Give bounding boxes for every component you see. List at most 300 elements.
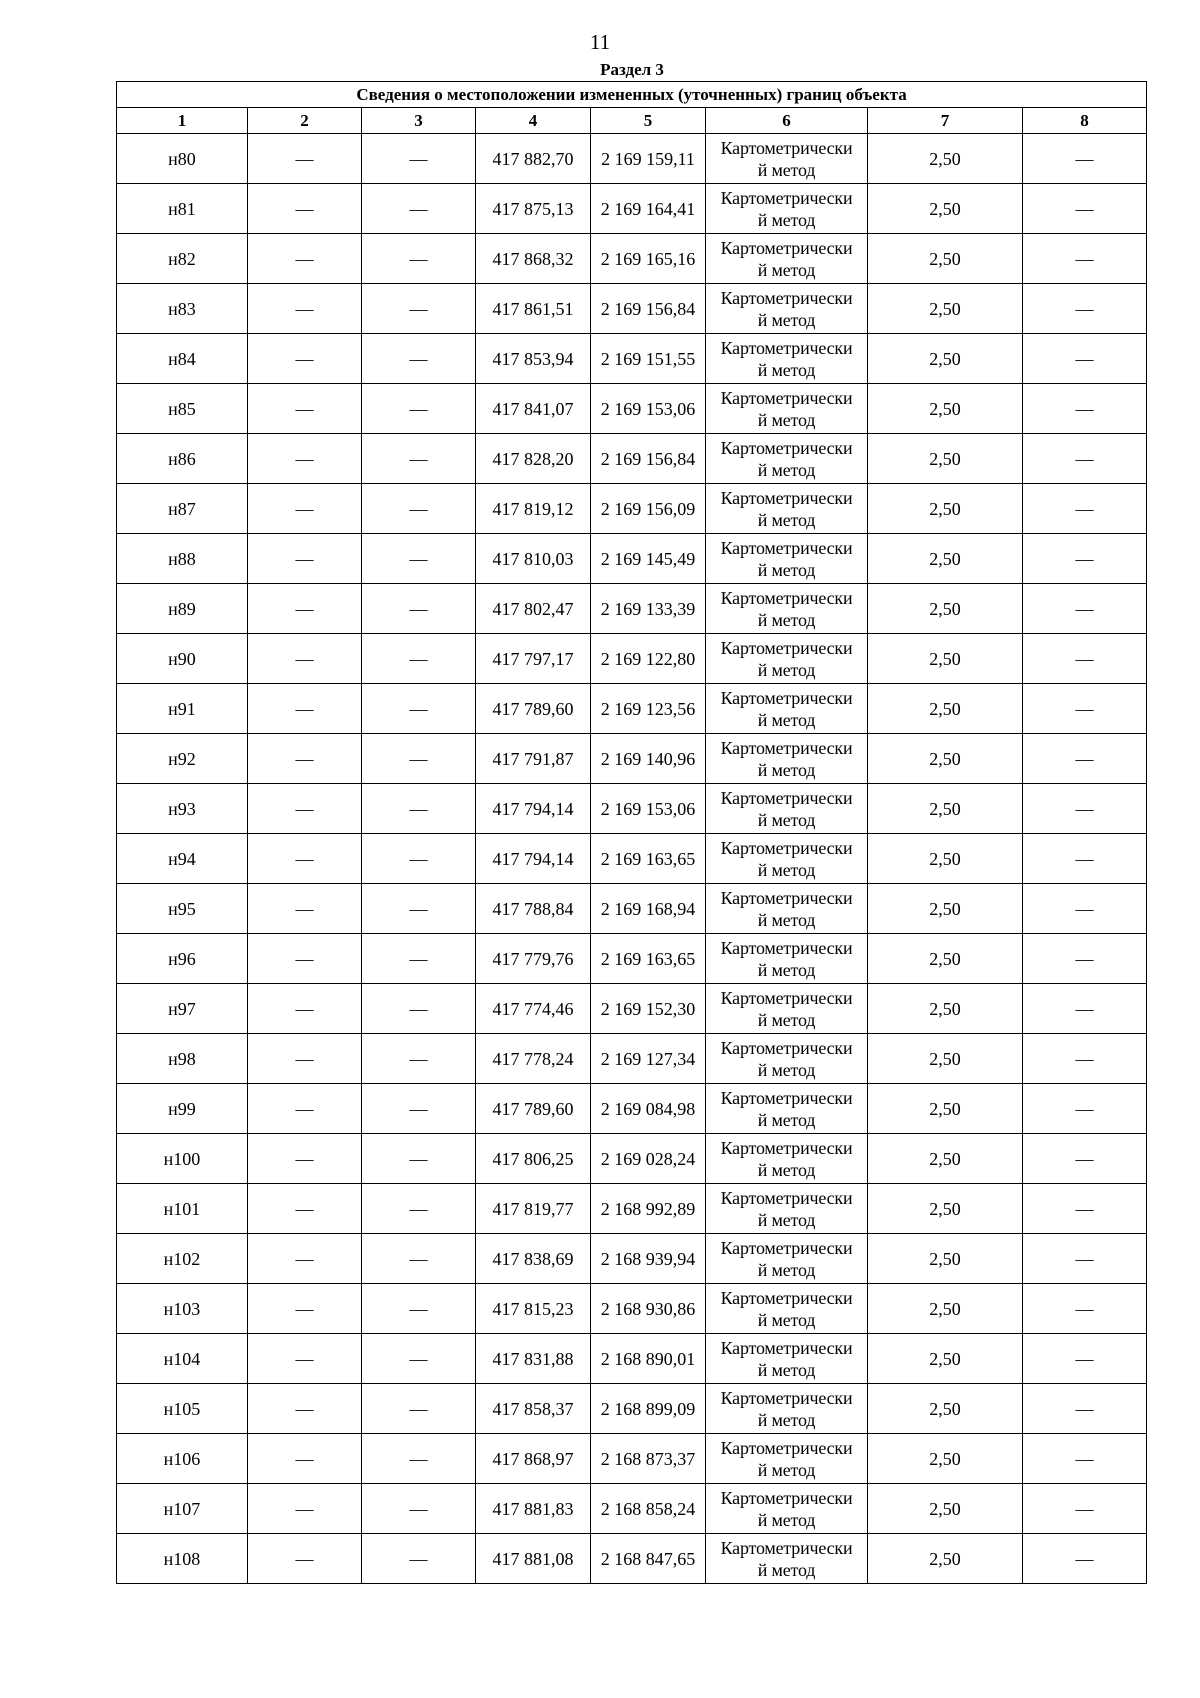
y-coordinate-cell: 2 169 163,65 [591,834,706,884]
method-cell [706,534,868,584]
point-number-cell: н107 [117,1484,248,1534]
column-8-cell: — [1023,634,1147,684]
table-row [117,734,1147,784]
column-3-cell: — [362,1184,476,1234]
method-cell [706,484,868,534]
point-number-cell: н100 [117,1134,248,1184]
accuracy-cell: 2,50 [868,1384,1023,1434]
method-line-1: Картометрически [720,1287,853,1308]
column-2-cell: — [248,234,362,284]
method-cell [706,334,868,384]
table-row [117,284,1147,334]
column-number: 8 [1023,108,1147,134]
method-cell [706,1034,868,1084]
y-coordinate-cell: 2 169 165,16 [591,234,706,284]
method-cell [706,1284,868,1334]
method-line-1: Картометрически [720,1487,853,1508]
point-number-cell: н90 [117,634,248,684]
column-8-cell: — [1023,834,1147,884]
method-cell [706,684,868,734]
method-line-1: Картометрически [720,1237,853,1258]
method-line-2: й метод [757,309,816,330]
column-2-cell: — [248,1484,362,1534]
column-3-cell: — [362,1084,476,1134]
column-2-cell: — [248,834,362,884]
column-2-cell: — [248,934,362,984]
method-line-1: Картометрически [720,687,853,708]
column-2-cell: — [248,1384,362,1434]
method-cell [706,234,868,284]
column-number: 7 [868,108,1023,134]
column-number: 4 [476,108,591,134]
point-number-cell: н102 [117,1234,248,1284]
column-3-cell: — [362,1334,476,1384]
y-coordinate-cell: 2 169 122,80 [591,634,706,684]
y-coordinate-cell: 2 169 168,94 [591,884,706,934]
method-line-2: й метод [757,1159,816,1180]
column-3-cell: — [362,684,476,734]
method-line-1: Картометрически [720,587,853,608]
method-line-2: й метод [757,859,816,880]
column-8-cell: — [1023,484,1147,534]
method-cell [706,1484,868,1534]
y-coordinate-cell: 2 169 127,34 [591,1034,706,1084]
column-2-cell: — [248,634,362,684]
method-line-2: й метод [757,609,816,630]
x-coordinate-cell: 417 881,08 [476,1534,591,1584]
column-8-cell: — [1023,1484,1147,1534]
method-line-1: Картометрически [720,737,853,758]
table-row [117,1384,1147,1434]
accuracy-cell: 2,50 [868,684,1023,734]
y-coordinate-cell: 2 168 939,94 [591,1234,706,1284]
table-row [117,784,1147,834]
x-coordinate-cell: 417 789,60 [476,1084,591,1134]
column-2-cell: — [248,334,362,384]
column-2-cell: — [248,734,362,784]
column-2-cell: — [248,484,362,534]
method-line-2: й метод [757,1459,816,1480]
method-cell [706,784,868,834]
page-number: 11 [589,30,611,54]
method-line-2: й метод [757,509,816,530]
table-row [117,184,1147,234]
column-2-cell: — [248,184,362,234]
x-coordinate-cell: 417 875,13 [476,184,591,234]
table-row [117,1234,1147,1284]
x-coordinate-cell: 417 797,17 [476,634,591,684]
column-8-cell: — [1023,984,1147,1034]
x-coordinate-cell: 417 779,76 [476,934,591,984]
y-coordinate-cell: 2 169 151,55 [591,334,706,384]
column-8-cell: — [1023,1284,1147,1334]
method-line-2: й метод [757,1359,816,1380]
method-line-1: Картометрически [720,537,853,558]
point-number-cell: н98 [117,1034,248,1084]
coordinates-table [116,81,1147,1584]
column-3-cell: — [362,734,476,784]
y-coordinate-cell: 2 168 899,09 [591,1384,706,1434]
column-3-cell: — [362,784,476,834]
method-line-2: й метод [757,1559,816,1580]
column-3-cell: — [362,484,476,534]
point-number-cell: н85 [117,384,248,434]
x-coordinate-cell: 417 788,84 [476,884,591,934]
method-cell [706,834,868,884]
x-coordinate-cell: 417 868,32 [476,234,591,284]
column-3-cell: — [362,834,476,884]
y-coordinate-cell: 2 169 084,98 [591,1084,706,1134]
method-line-2: й метод [757,559,816,580]
method-line-2: й метод [757,709,816,730]
x-coordinate-cell: 417 828,20 [476,434,591,484]
table-row [117,1184,1147,1234]
accuracy-cell: 2,50 [868,434,1023,484]
method-line-2: й метод [757,1409,816,1430]
accuracy-cell: 2,50 [868,984,1023,1034]
x-coordinate-cell: 417 791,87 [476,734,591,784]
method-cell [706,984,868,1034]
y-coordinate-cell: 2 168 873,37 [591,1434,706,1484]
y-coordinate-cell: 2 168 890,01 [591,1334,706,1384]
y-coordinate-cell: 2 169 156,09 [591,484,706,534]
point-number-cell: н86 [117,434,248,484]
method-line-2: й метод [757,259,816,280]
method-line-2: й метод [757,809,816,830]
table-row [117,1134,1147,1184]
accuracy-cell: 2,50 [868,1484,1023,1534]
x-coordinate-cell: 417 794,14 [476,784,591,834]
column-3-cell: — [362,934,476,984]
point-number-cell: н93 [117,784,248,834]
y-coordinate-cell: 2 168 992,89 [591,1184,706,1234]
x-coordinate-cell: 417 794,14 [476,834,591,884]
y-coordinate-cell: 2 169 156,84 [591,284,706,334]
accuracy-cell: 2,50 [868,1184,1023,1234]
column-3-cell: — [362,234,476,284]
x-coordinate-cell: 417 881,83 [476,1484,591,1534]
method-line-1: Картометрически [720,1037,853,1058]
method-line-2: й метод [757,209,816,230]
point-number-cell: н88 [117,534,248,584]
y-coordinate-cell: 2 169 156,84 [591,434,706,484]
column-number: 2 [248,108,362,134]
column-3-cell: — [362,1034,476,1084]
column-8-cell: — [1023,184,1147,234]
point-number-cell: н92 [117,734,248,784]
column-3-cell: — [362,534,476,584]
table-row [117,684,1147,734]
accuracy-cell: 2,50 [868,484,1023,534]
method-cell [706,584,868,634]
table-row [117,884,1147,934]
method-line-2: й метод [757,1309,816,1330]
accuracy-cell: 2,50 [868,1084,1023,1134]
method-cell [706,1184,868,1234]
point-number-cell: н103 [117,1284,248,1334]
y-coordinate-cell: 2 169 164,41 [591,184,706,234]
method-line-1: Картометрически [720,1337,853,1358]
method-line-1: Картометрически [720,787,853,808]
point-number-cell: н101 [117,1184,248,1234]
y-coordinate-cell: 2 169 163,65 [591,934,706,984]
table-row [117,1534,1147,1584]
column-2-cell: — [248,684,362,734]
y-coordinate-cell: 2 169 159,11 [591,134,706,184]
column-3-cell: — [362,184,476,234]
column-8-cell: — [1023,1234,1147,1284]
table-row [117,984,1147,1034]
point-number-cell: н96 [117,934,248,984]
column-3-cell: — [362,1534,476,1584]
table-row [117,334,1147,384]
x-coordinate-cell: 417 778,24 [476,1034,591,1084]
method-cell [706,934,868,984]
column-2-cell: — [248,1134,362,1184]
x-coordinate-cell: 417 858,37 [476,1384,591,1434]
column-8-cell: — [1023,1534,1147,1584]
table-row [117,384,1147,434]
point-number-cell: н91 [117,684,248,734]
column-number: 3 [362,108,476,134]
column-8-cell: — [1023,684,1147,734]
point-number-cell: н84 [117,334,248,384]
column-8-cell: — [1023,234,1147,284]
y-coordinate-cell: 2 169 153,06 [591,384,706,434]
column-2-cell: — [248,784,362,834]
table-row [117,834,1147,884]
x-coordinate-cell: 417 789,60 [476,684,591,734]
column-2-cell: — [248,884,362,934]
accuracy-cell: 2,50 [868,1284,1023,1334]
table-row [117,1034,1147,1084]
method-cell [706,434,868,484]
x-coordinate-cell: 417 819,12 [476,484,591,534]
accuracy-cell: 2,50 [868,934,1023,984]
point-number-cell: н95 [117,884,248,934]
method-line-2: й метод [757,959,816,980]
method-line-2: й метод [757,1509,816,1530]
table-row [117,534,1147,584]
method-line-1: Картометрически [720,637,853,658]
point-number-cell: н94 [117,834,248,884]
column-3-cell: — [362,1384,476,1434]
column-3-cell: — [362,1284,476,1334]
method-cell [706,1534,868,1584]
column-8-cell: — [1023,1384,1147,1434]
table-row [117,584,1147,634]
method-line-1: Картометрически [720,1387,853,1408]
column-3-cell: — [362,1234,476,1284]
x-coordinate-cell: 417 831,88 [476,1334,591,1384]
method-line-2: й метод [757,1109,816,1130]
column-8-cell: — [1023,1434,1147,1484]
accuracy-cell: 2,50 [868,534,1023,584]
method-line-1: Картометрически [720,487,853,508]
method-line-2: й метод [757,1209,816,1230]
method-line-1: Картометрически [720,337,853,358]
method-cell [706,1234,868,1284]
method-cell [706,1384,868,1434]
x-coordinate-cell: 417 882,70 [476,134,591,184]
column-2-cell: — [248,1534,362,1584]
method-line-1: Картометрически [720,987,853,1008]
column-2-cell: — [248,584,362,634]
column-3-cell: — [362,634,476,684]
method-cell [706,884,868,934]
method-line-2: й метод [757,1009,816,1030]
column-3-cell: — [362,434,476,484]
column-3-cell: — [362,1434,476,1484]
column-2-cell: — [248,1034,362,1084]
column-8-cell: — [1023,1134,1147,1184]
method-line-1: Картометрически [720,437,853,458]
column-3-cell: — [362,284,476,334]
accuracy-cell: 2,50 [868,634,1023,684]
method-line-2: й метод [757,759,816,780]
point-number-cell: н105 [117,1384,248,1434]
accuracy-cell: 2,50 [868,134,1023,184]
table-row [117,1434,1147,1484]
method-cell [706,134,868,184]
column-8-cell: — [1023,334,1147,384]
x-coordinate-cell: 417 819,77 [476,1184,591,1234]
table-row [117,234,1147,284]
point-number-cell: н87 [117,484,248,534]
y-coordinate-cell: 2 168 858,24 [591,1484,706,1534]
point-number-cell: н81 [117,184,248,234]
column-3-cell: — [362,1134,476,1184]
column-8-cell: — [1023,1334,1147,1384]
y-coordinate-cell: 2 169 152,30 [591,984,706,1034]
method-line-1: Картометрически [720,237,853,258]
column-3-cell: — [362,384,476,434]
y-coordinate-cell: 2 169 140,96 [591,734,706,784]
x-coordinate-cell: 417 838,69 [476,1234,591,1284]
column-2-cell: — [248,1184,362,1234]
column-8-cell: — [1023,1184,1147,1234]
accuracy-cell: 2,50 [868,1534,1023,1584]
accuracy-cell: 2,50 [868,784,1023,834]
x-coordinate-cell: 417 841,07 [476,384,591,434]
column-2-cell: — [248,984,362,1034]
column-3-cell: — [362,984,476,1034]
column-2-cell: — [248,534,362,584]
method-line-1: Картометрически [720,887,853,908]
accuracy-cell: 2,50 [868,1134,1023,1184]
method-cell [706,1334,868,1384]
table-row [117,934,1147,984]
method-line-1: Картометрически [720,1087,853,1108]
y-coordinate-cell: 2 168 847,65 [591,1534,706,1584]
table-row [117,634,1147,684]
y-coordinate-cell: 2 169 133,39 [591,584,706,634]
column-2-cell: — [248,1334,362,1384]
y-coordinate-cell: 2 169 153,06 [591,784,706,834]
method-cell [706,184,868,234]
column-8-cell: — [1023,384,1147,434]
accuracy-cell: 2,50 [868,334,1023,384]
method-line-1: Картометрически [720,1137,853,1158]
x-coordinate-cell: 417 802,47 [476,584,591,634]
method-line-1: Картометрически [720,187,853,208]
column-2-cell: — [248,1084,362,1134]
accuracy-cell: 2,50 [868,1334,1023,1384]
table-row [117,1284,1147,1334]
method-line-2: й метод [757,659,816,680]
column-2-cell: — [248,384,362,434]
method-line-2: й метод [757,909,816,930]
column-2-cell: — [248,134,362,184]
accuracy-cell: 2,50 [868,184,1023,234]
method-line-2: й метод [757,1059,816,1080]
point-number-cell: н97 [117,984,248,1034]
column-8-cell: — [1023,284,1147,334]
column-3-cell: — [362,334,476,384]
table-row [117,434,1147,484]
point-number-cell: н82 [117,234,248,284]
y-coordinate-cell: 2 169 123,56 [591,684,706,734]
column-8-cell: — [1023,884,1147,934]
method-line-1: Картометрически [720,1537,853,1558]
accuracy-cell: 2,50 [868,884,1023,934]
column-2-cell: — [248,434,362,484]
column-number: 1 [117,108,248,134]
column-2-cell: — [248,1234,362,1284]
method-cell [706,384,868,434]
column-number: 6 [706,108,868,134]
method-cell [706,1084,868,1134]
y-coordinate-cell: 2 168 930,86 [591,1284,706,1334]
column-3-cell: — [362,884,476,934]
method-line-1: Картометрически [720,1437,853,1458]
x-coordinate-cell: 417 815,23 [476,1284,591,1334]
method-line-2: й метод [757,459,816,480]
column-8-cell: — [1023,534,1147,584]
x-coordinate-cell: 417 868,97 [476,1434,591,1484]
method-cell [706,1134,868,1184]
method-line-1: Картометрически [720,837,853,858]
method-cell [706,284,868,334]
x-coordinate-cell: 417 806,25 [476,1134,591,1184]
column-8-cell: — [1023,1084,1147,1134]
column-number-row [117,108,1147,134]
column-8-cell: — [1023,434,1147,484]
column-8-cell: — [1023,134,1147,184]
method-line-1: Картометрически [720,1187,853,1208]
x-coordinate-cell: 417 861,51 [476,284,591,334]
y-coordinate-cell: 2 169 145,49 [591,534,706,584]
column-2-cell: — [248,1284,362,1334]
x-coordinate-cell: 417 810,03 [476,534,591,584]
point-number-cell: н83 [117,284,248,334]
method-line-1: Картометрически [720,387,853,408]
table-caption-row [117,82,1147,108]
accuracy-cell: 2,50 [868,1434,1023,1484]
table-caption: Сведения о местоположении измененных (уточненных) границ объекта [117,82,1147,108]
x-coordinate-cell: 417 853,94 [476,334,591,384]
point-number-cell: н80 [117,134,248,184]
accuracy-cell: 2,50 [868,1034,1023,1084]
table-row [117,1334,1147,1384]
accuracy-cell: 2,50 [868,834,1023,884]
accuracy-cell: 2,50 [868,234,1023,284]
column-2-cell: — [248,284,362,334]
accuracy-cell: 2,50 [868,384,1023,434]
method-line-2: й метод [757,1259,816,1280]
accuracy-cell: 2,50 [868,1234,1023,1284]
table-row [117,134,1147,184]
